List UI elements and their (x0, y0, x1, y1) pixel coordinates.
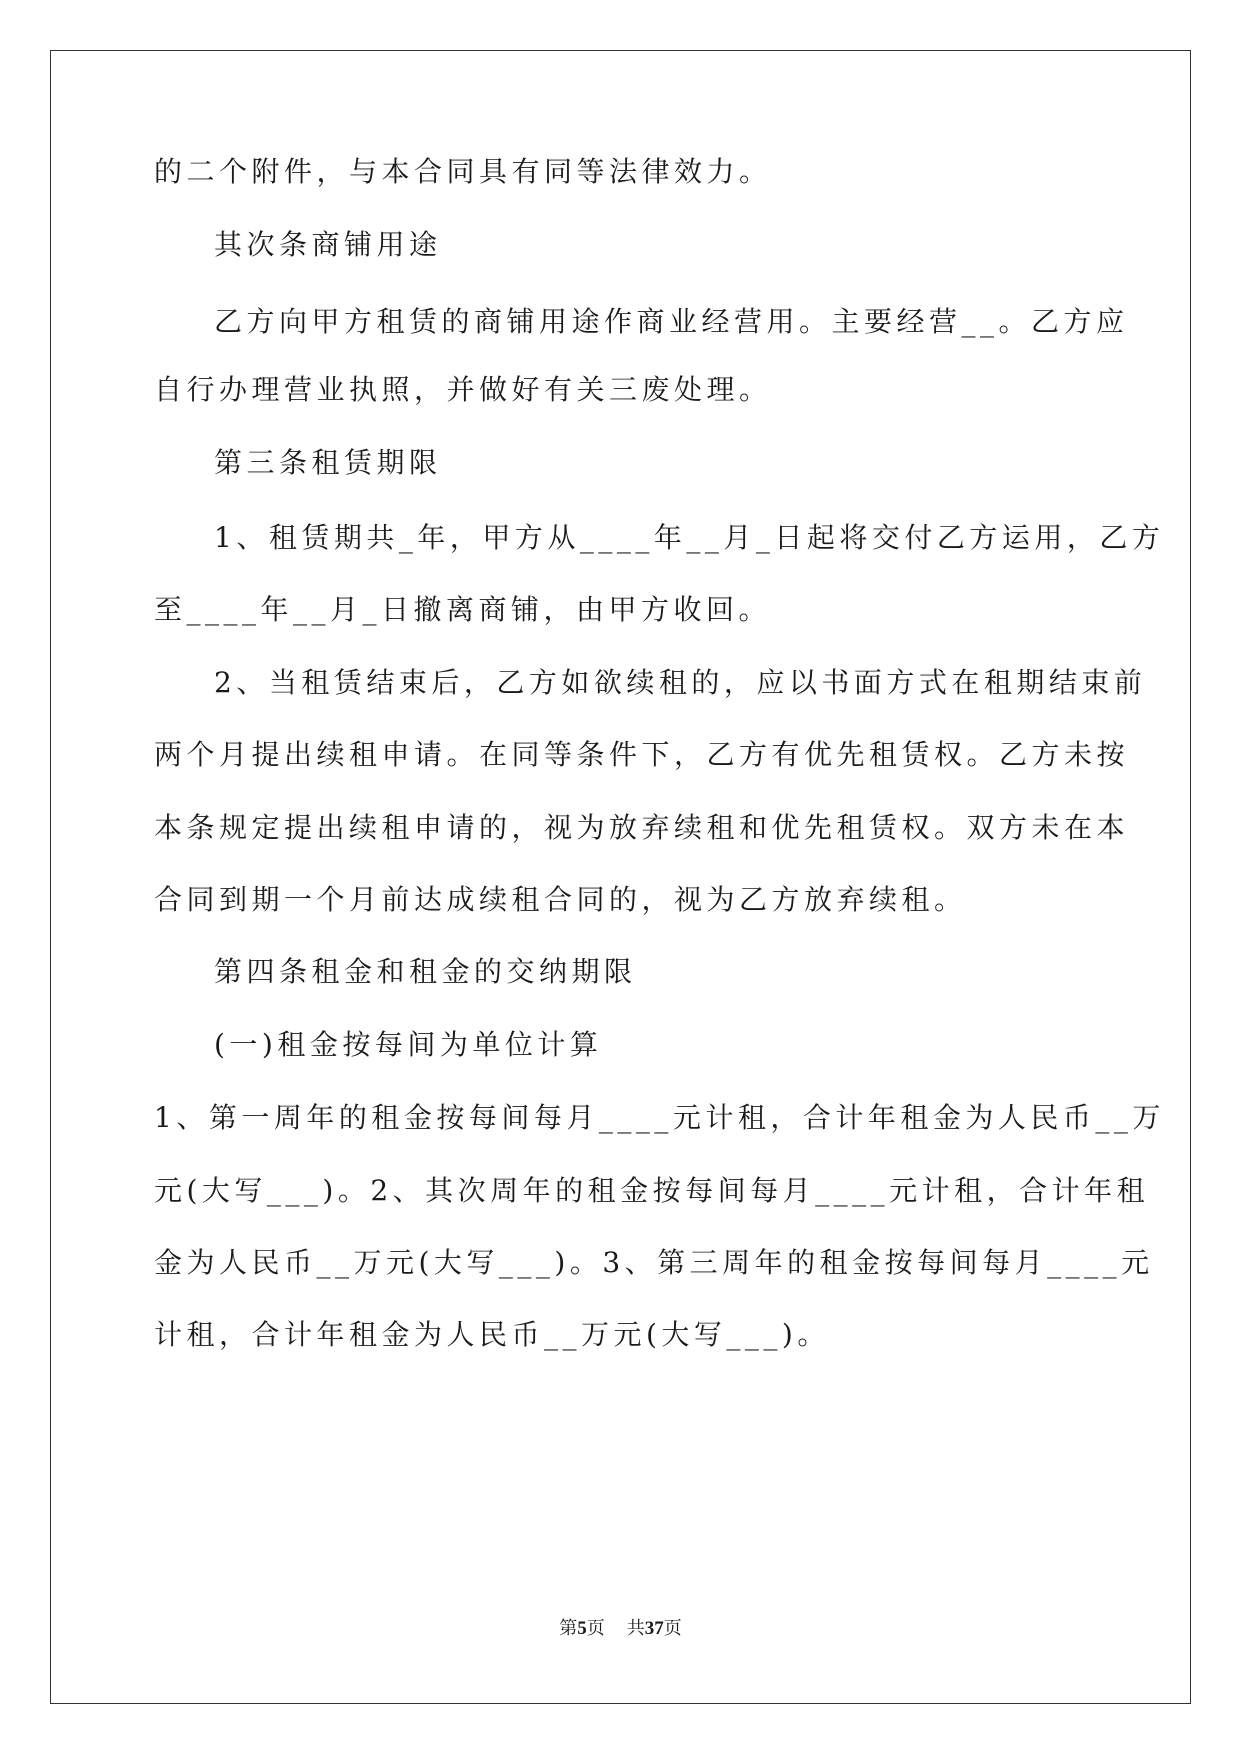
page-number: 5 (577, 1618, 587, 1639)
text-line: 至____年__月_日撤离商铺，由甲方收回。 (154, 593, 772, 626)
section-heading: 其次条商铺用途 (214, 228, 442, 261)
footer-total-prefix: 共 (626, 1618, 645, 1639)
text-line: 两个月提出续租申请。在同等条件下，乙方有优先租赁权。乙方未按 (154, 738, 1130, 771)
text-line: 元(大写___)。2、其次周年的租金按每间每月____元计租，合计年租 (154, 1174, 1150, 1207)
page-footer (0, 1617, 1241, 1641)
total-pages: 37 (644, 1618, 664, 1639)
text-line: 自行办理营业执照，并做好有关三废处理。 (154, 373, 772, 406)
text-line: 合同到期一个月前达成续租合同的，视为乙方放弃续租。 (154, 883, 967, 916)
text-line: 的二个附件，与本合同具有同等法律效力。 (154, 155, 772, 188)
text-line: 计租，合计年租金为人民币__万元(大写___)。 (154, 1318, 830, 1351)
text-line: 本条规定提出续租申请的，视为放弃续租和优先租赁权。双方未在本 (154, 811, 1130, 844)
section-heading: 第三条租赁期限 (214, 446, 442, 479)
footer-prefix: 第 (559, 1618, 578, 1639)
text-line: 1、租赁期共_年，甲方从____年__月_日起将交付乙方运用，乙方 (214, 521, 1165, 554)
text-line: 乙方向甲方租赁的商铺用途作商业经营用。主要经营__。乙方应 (214, 305, 1129, 338)
text-line: (一)租金按每间为单位计算 (214, 1028, 603, 1061)
text-line: 1、第一周年的租金按每间每月____元计租，合计年租金为人民币__万 (154, 1101, 1165, 1134)
page-border (50, 50, 1191, 1704)
footer-page-suffix: 页 (586, 1618, 605, 1639)
section-heading: 第四条租金和租金的交纳期限 (214, 955, 637, 988)
footer-total-suffix: 页 (663, 1618, 682, 1639)
text-line: 2、当租赁结束后，乙方如欲续租的，应以书面方式在租期结束前 (214, 666, 1147, 699)
text-line: 金为人民币__万元(大写___)。3、第三周年的租金按每间每月____元 (154, 1246, 1154, 1279)
